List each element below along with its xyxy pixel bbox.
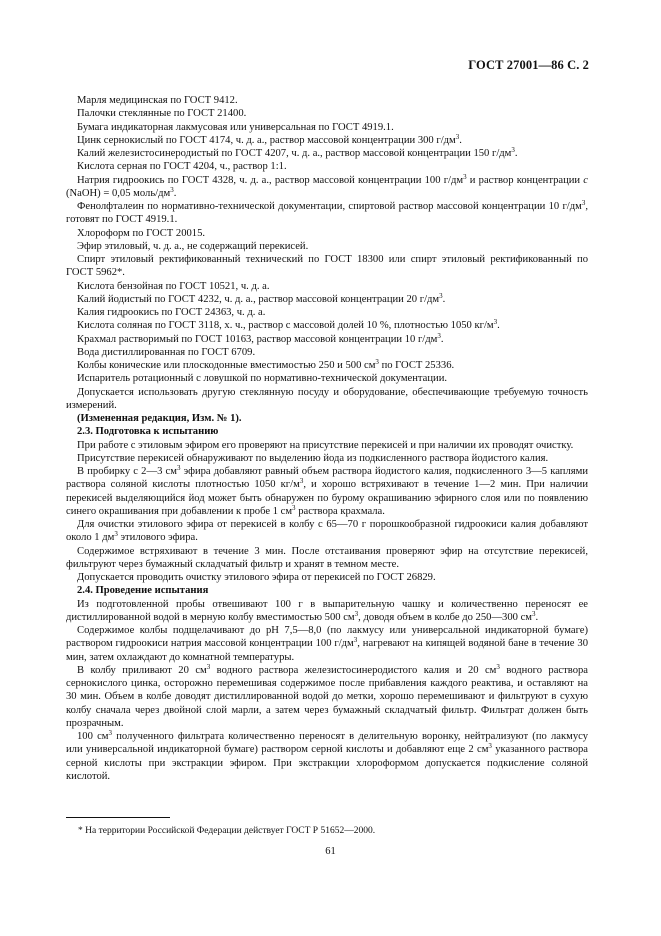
document-body [66, 94, 588, 783]
paragraph: В колбу приливают 20 $см^3$ водного раствора железистосинеродистого калия и 20 $см^3$ водного раствора сернокислого цинка, осторожно перемешивая содержимое после прибавления каждого реактива, и оставляют на 30 мин. Объем в колбе доводят дистиллированной водой до метки, хорошо перемешивают и фильтруют в сухую колбу сначала через двойной слой марли, а затем через бумажный складчатый фильтр. Фильтрат должен быть прозрачным. [66, 662, 588, 729]
paragraph: Спирт этиловый ректификованный технический по ГОСТ 18300 или спирт этиловый ректификованный по ГОСТ 5962*. [66, 254, 588, 279]
paragraph: Кислота бензойная по ГОСТ 10521, ч. д. а. [77, 280, 270, 292]
paragraph: Цинк сернокислый по ГОСТ 4174, ч. д. а., раствор массовой концентрации 300 $г/дм^3$. [77, 132, 462, 146]
paragraph: Кислота соляная по ГОСТ 3118, х. ч., раствор с массовой долей 10 %, плотностью 1050 $кг/м^3$. [77, 318, 500, 332]
paragraph: Хлороформ по ГОСТ 20015. [77, 227, 206, 239]
paragraph: Натрия гидроокись по ГОСТ 4328, ч. д. а., раствор массовой концентрации 100 $г/дм^3$ и раствор концентрации с (NaOH) = 0,05 моль/$дм^3$. [66, 172, 588, 199]
paragraph: Присутствие перекисей обнаруживают по выделению йода из подкисленного раствора йодистого калия. [77, 452, 549, 464]
footnote-rule [66, 817, 170, 818]
paragraph: Содержимое встряхивают в течение 3 мин. После отстаивания проверяют эфир на отсутствие перекисей, фильтруют через бумажный складчатый фильтр и хранят в темном месте. [66, 545, 588, 570]
section-heading: (Измененная редакция, Изм. № 1). [77, 413, 242, 424]
paragraph: Бумага индикаторная лакмусовая или универсальная по ГОСТ 4919.1. [77, 121, 394, 133]
paragraph: Для очистки этилового эфира от перекисей в колбу с 65—70 г порошкообразной гидроокиси калия добавляют около 1 $дм^3$ этилового эфира. [66, 519, 588, 544]
paragraph: Содержимое колбы подщелачивают до рН 7,5—8,0 (по лакмусу или универсальной индикаторной бумаге) раствором гидроокиси натрия массовой концентрации 100 $г/дм^3$, нагревают на кипящей водяной бане в течение 30 мин, затем охлаждают до комнатной температуры. [66, 625, 588, 663]
paragraph: Фенолфталеин по нормативно-технической документации, спиртовой раствор массовой концентрации 10 $г/дм^3$, готовят по ГОСТ 4919.1. [66, 199, 588, 226]
paragraph: Марля медицинская по ГОСТ 9412. [77, 95, 238, 106]
paragraph: Испаритель ротационный с ловушкой по нормативно-технической документации. [77, 373, 448, 385]
paragraph: Крахмал растворимый по ГОСТ 10163, раствор массовой концентрации 10 $г/дм^3$. [77, 331, 444, 345]
paragraph: В пробирку с 2—3 $см^3$ эфира добавляют равный объем раствора йодистого калия, подкисленного 3—5 каплями раствора соляной кислоты плотностью 1050 $кг/м^3$, и хорошо встряхивают в течение 1—2 мин. При наличии перекисей выделяющийся йод может быть обнаружен по бурому окрашиванию эфирного слоя или по появлению синего окрашивания при добавлении к пробе 1 $см^3$ раствора крахмала. [66, 464, 588, 517]
paragraph: Из подготовленной пробы отвешивают 100 г в выпарительную чашку и количественно переносят ее дистиллированной водой в мерную колбу вместимостью 500 $см^3$, доводя объем в колбе до 250—300 $см^3$. [66, 598, 588, 623]
paragraph: Вода дистиллированная по ГОСТ 6709. [77, 346, 256, 358]
paragraph: Колбы конические или плоскодонные вместимостью 250 и 500 $см^3$ по ГОСТ 25336. [77, 358, 455, 371]
paragraph: Калий йодистый по ГОСТ 4232, ч. д. а., раствор массовой концентрации 20 $г/дм^3$. [77, 291, 446, 305]
paragraph: Кислота серная по ГОСТ 4204, ч., раствор 1:1. [77, 161, 287, 173]
paragraph: Эфир этиловый, ч. д. а., не содержащий перекисей. [77, 240, 309, 252]
page-number: 61 [325, 846, 336, 857]
paragraph: При работе с этиловым эфиром его проверяют на присутствие перекисей и при наличии их проводят очистку. [77, 439, 574, 451]
paragraph: Допускается использовать другую стеклянную посуду и оборудование, обеспечивающие требуемую точность измерений. [66, 386, 588, 411]
footnote: * На территории Российской Федерации действует ГОСТ Р 51652—2000. [78, 826, 376, 836]
paragraph: Калий железистосинеродистый по ГОСТ 4207, ч. д. а., раствор массовой концентрации 150 $г/дм^3$. [77, 146, 518, 159]
paragraph: Калия гидроокись по ГОСТ 24363, ч. д. а. [77, 307, 266, 318]
section-heading: 2.3. Подготовка к испытанию [77, 426, 219, 438]
page-header: ГОСТ 27001—86 С. 2 [468, 58, 589, 72]
paragraph: Палочки стеклянные по ГОСТ 21400. [77, 108, 247, 120]
paragraph: 100 $см^3$ полученного фильтрата количественно переносят в делительную воронку, нейтрализуют (по лакмусу или универсальной индикаторной бумаге) раствором серной кислоты и добавляют еще 2 $см^3$ указанного раствора серной кислоты при экстракции эфиром. При экстракции хлороформом допускается подкисление соляной кислотой. [66, 729, 588, 782]
section-heading: 2.4. Проведение испытания [77, 585, 209, 597]
paragraph: Допускается проводить очистку этилового эфира от перекисей по ГОСТ 26829. [77, 572, 436, 583]
